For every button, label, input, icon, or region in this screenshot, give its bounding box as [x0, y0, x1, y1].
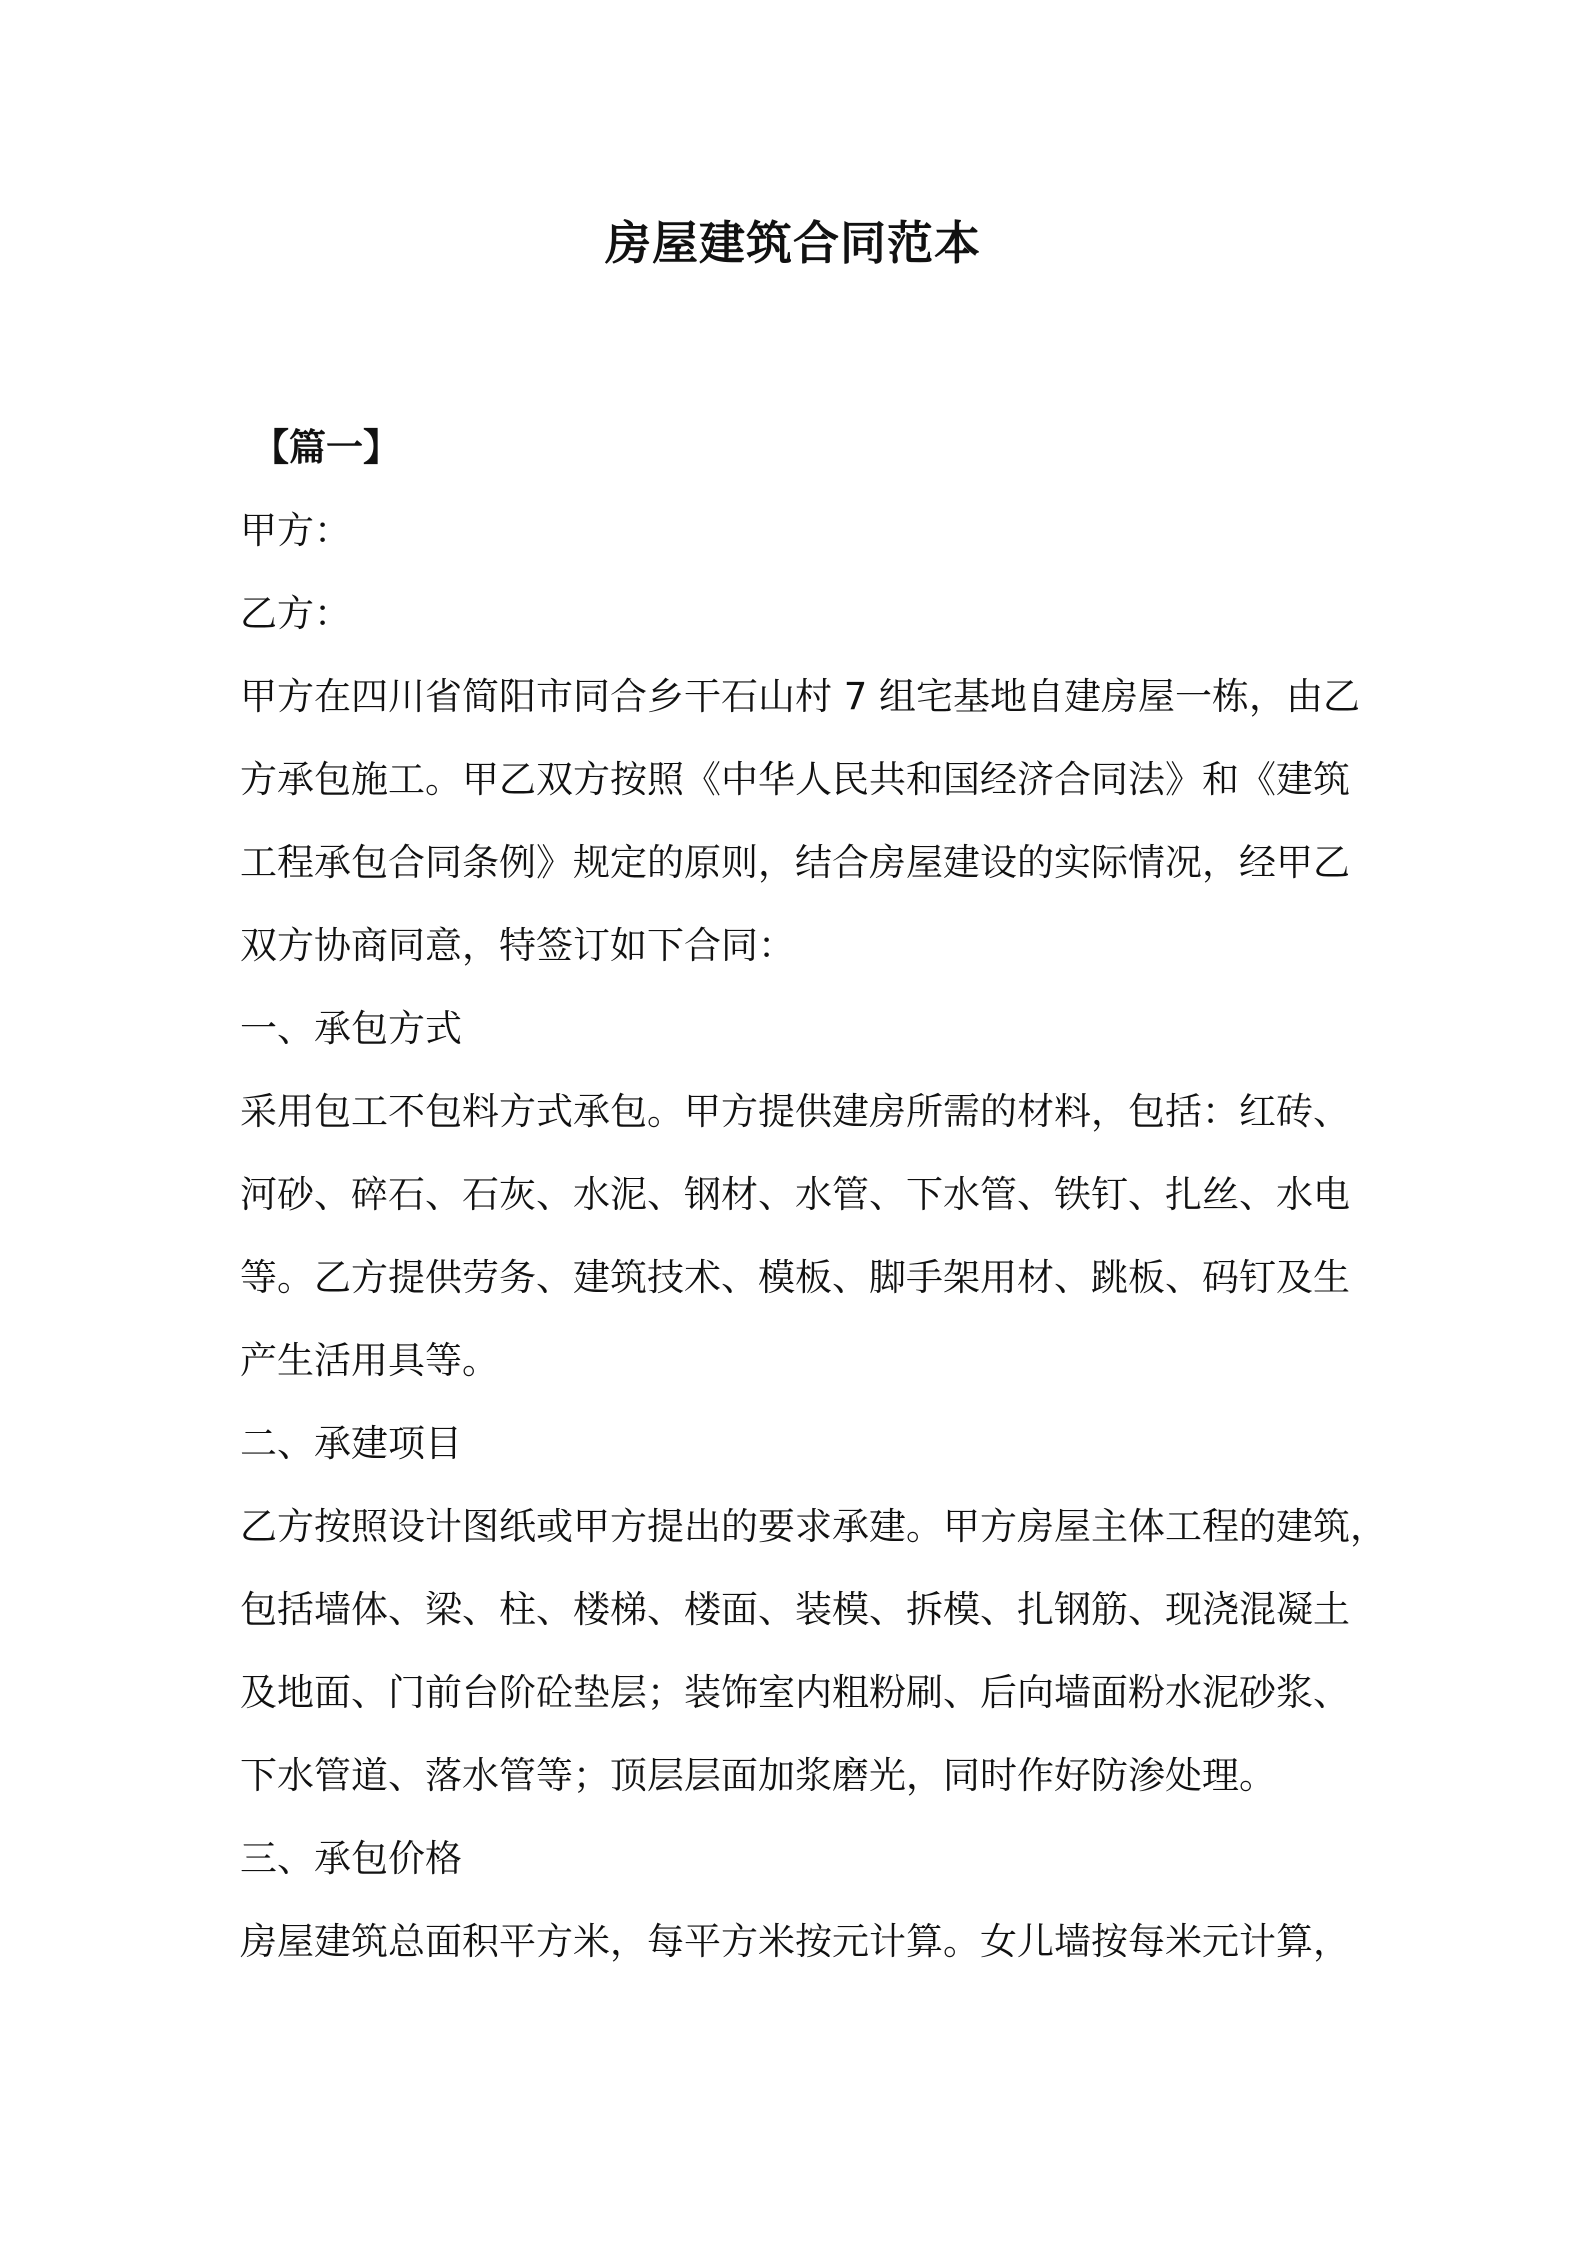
section-heading: 二、承建项目 — [240, 1422, 462, 1465]
text-line: 双方协商同意，特签订如下合同： — [240, 924, 795, 967]
contract-price-paragraph — [240, 1900, 1370, 1983]
text-line: 及地面、门前台阶砼垫层；装饰室内粗粉刷、后向墙面粉水泥砂浆、 — [240, 1671, 1350, 1714]
party-b-label: 乙方： — [240, 592, 351, 635]
intro-paragraph — [240, 655, 1370, 987]
text-line: 甲方在四川省简阳市同合乡干石山村 7 组宅基地自建房屋一栋，由乙 — [240, 675, 1361, 718]
party-a-label: 甲方： — [240, 509, 351, 552]
text-line: 河砂、碎石、石灰、水泥、钢材、水管、下水管、铁钉、扎丝、水电 — [240, 1173, 1350, 1216]
heading-construction-items — [240, 1402, 1370, 1485]
heading-contract-price — [240, 1817, 1370, 1900]
text-line: 房屋建筑总面积平方米，每平方米按元计算。女儿墙按每米元计算， — [240, 1920, 1350, 1963]
section-heading: 三、承包价格 — [240, 1837, 462, 1880]
section-label: 【篇一】 — [252, 426, 400, 469]
text-line: 产生活用具等。 — [240, 1339, 499, 1382]
text-line: 方承包施工。甲乙双方按照《中华人民共和国经济合同法》和《建筑 — [240, 758, 1350, 801]
heading-contract-method — [240, 987, 1370, 1070]
document-body — [240, 406, 1387, 1983]
text-line: 下水管道、落水管等；顶层层面加浆磨光，同时作好防渗处理。 — [240, 1754, 1276, 1797]
page-title: 房屋建筑合同范本 — [605, 216, 981, 270]
construction-items-paragraph — [240, 1485, 1387, 1817]
text-line: 乙方按照设计图纸或甲方提出的要求承建。甲方房屋主体工程的建筑， — [240, 1505, 1387, 1548]
contract-method-paragraph — [240, 1070, 1370, 1402]
text-line: 包括墙体、梁、柱、楼梯、楼面、装模、拆模、扎钢筋、现浇混凝土 — [240, 1588, 1350, 1631]
section-heading: 一、承包方式 — [240, 1007, 462, 1050]
text-line: 等。乙方提供劳务、建筑技术、模板、脚手架用材、跳板、码钉及生 — [240, 1256, 1350, 1299]
text-line: 工程承包合同条例》规定的原则，结合房屋建设的实际情况，经甲乙 — [240, 841, 1350, 884]
text-line: 采用包工不包料方式承包。甲方提供建房所需的材料，包括：红砖、 — [240, 1090, 1350, 1133]
